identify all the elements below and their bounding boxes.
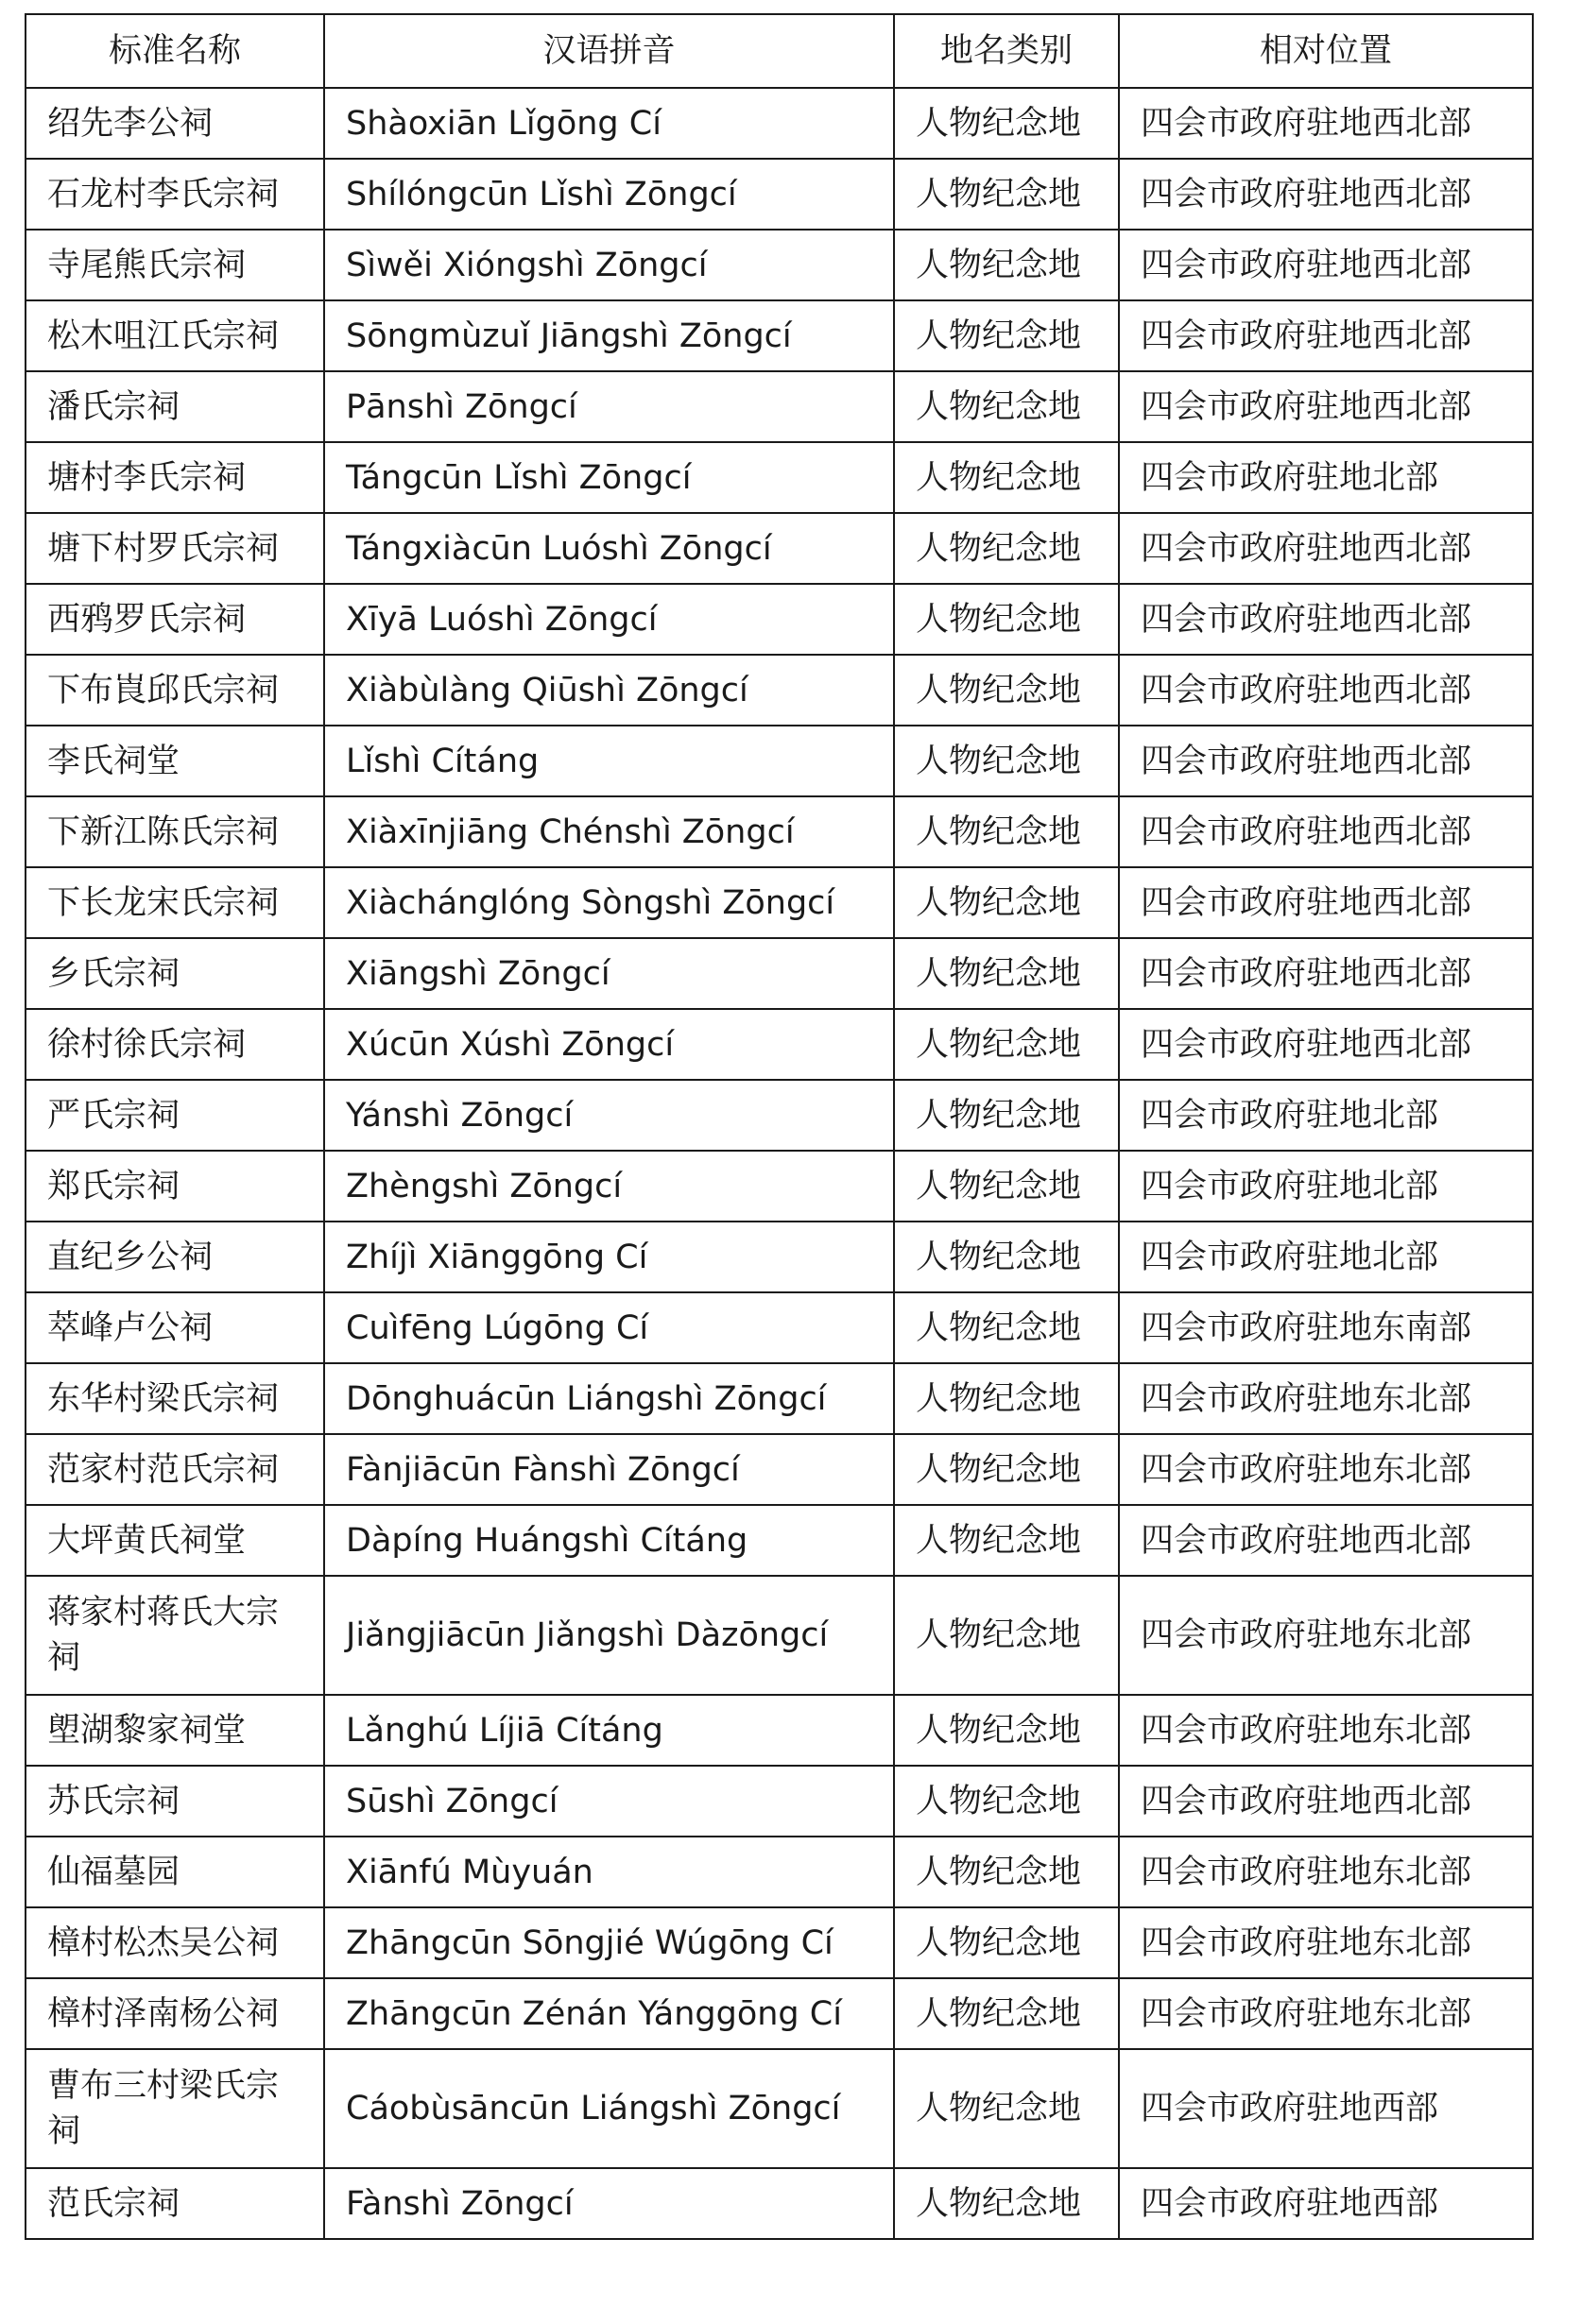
row-standard-name: 徐村徐氏宗祠 (26, 1009, 324, 1080)
row-standard-name: 塱湖黎家祠堂 (26, 1695, 324, 1766)
row-standard-name: 塘下村罗氏宗祠 (26, 513, 324, 584)
row-location: 四会市政府驻地北部 (1119, 442, 1533, 513)
row-category: 人物纪念地 (894, 1978, 1119, 2049)
row-category: 人物纪念地 (894, 1009, 1119, 1080)
row-pinyin: Sūshì Zōngcí (324, 1766, 894, 1837)
row-pinyin: Xiāngshì Zōngcí (324, 938, 894, 1009)
row-standard-name: 萃峰卢公祠 (26, 1292, 324, 1363)
row-category: 人物纪念地 (894, 1907, 1119, 1978)
row-location: 四会市政府驻地西北部 (1119, 1505, 1533, 1576)
table-row (26, 159, 1533, 230)
row-category: 人物纪念地 (894, 1080, 1119, 1151)
row-location: 四会市政府驻地西北部 (1119, 88, 1533, 159)
row-category: 人物纪念地 (894, 230, 1119, 300)
row-pinyin: Xiānfú Mùyuán (324, 1837, 894, 1907)
row-standard-name: 直纪乡公祠 (26, 1222, 324, 1292)
row-location: 四会市政府驻地北部 (1119, 1151, 1533, 1222)
table-row (26, 1080, 1533, 1151)
row-standard-name: 仙福墓园 (26, 1837, 324, 1907)
row-standard-name: 绍先李公祠 (26, 88, 324, 159)
row-category: 人物纪念地 (894, 796, 1119, 867)
row-pinyin: Xúcūn Xúshì Zōngcí (324, 1009, 894, 1080)
row-standard-name: 石龙村李氏宗祠 (26, 159, 324, 230)
row-standard-name: 下新江陈氏宗祠 (26, 796, 324, 867)
row-category: 人物纪念地 (894, 442, 1119, 513)
row-location: 四会市政府驻地北部 (1119, 1080, 1533, 1151)
row-category: 人物纪念地 (894, 655, 1119, 726)
row-category: 人物纪念地 (894, 1505, 1119, 1576)
row-pinyin: Shàoxiān Lǐgōng Cí (324, 88, 894, 159)
table-row (26, 1978, 1533, 2049)
row-location: 四会市政府驻地西北部 (1119, 159, 1533, 230)
row-location: 四会市政府驻地东北部 (1119, 1363, 1533, 1434)
row-location: 四会市政府驻地西北部 (1119, 584, 1533, 655)
row-category: 人物纪念地 (894, 1837, 1119, 1907)
row-category: 人物纪念地 (894, 371, 1119, 442)
row-standard-name: 松木咀江氏宗祠 (26, 300, 324, 371)
row-location: 四会市政府驻地西北部 (1119, 655, 1533, 726)
row-category: 人物纪念地 (894, 867, 1119, 938)
row-category: 人物纪念地 (894, 938, 1119, 1009)
row-pinyin: Pānshì Zōngcí (324, 371, 894, 442)
row-standard-name: 郑氏宗祠 (26, 1151, 324, 1222)
row-pinyin: Jiǎngjiācūn Jiǎngshì Dàzōngcí (324, 1576, 894, 1695)
table-row (26, 867, 1533, 938)
row-category: 人物纪念地 (894, 2049, 1119, 2168)
row-pinyin: Shílóngcūn Lǐshì Zōngcí (324, 159, 894, 230)
row-standard-name: 蒋家村蒋氏大宗祠 (26, 1576, 324, 1695)
row-category: 人物纪念地 (894, 159, 1119, 230)
row-location: 四会市政府驻地北部 (1119, 1222, 1533, 1292)
table-row (26, 1576, 1533, 1695)
row-category: 人物纪念地 (894, 2168, 1119, 2239)
row-standard-name: 范氏宗祠 (26, 2168, 324, 2239)
row-pinyin: Sōngmùzuǐ Jiāngshì Zōngcí (324, 300, 894, 371)
row-location: 四会市政府驻地东北部 (1119, 1837, 1533, 1907)
row-standard-name: 严氏宗祠 (26, 1080, 324, 1151)
row-location: 四会市政府驻地西北部 (1119, 513, 1533, 584)
row-pinyin: Xiàbùlàng Qiūshì Zōngcí (324, 655, 894, 726)
row-standard-name: 乡氏宗祠 (26, 938, 324, 1009)
row-category: 人物纪念地 (894, 88, 1119, 159)
table-row (26, 584, 1533, 655)
table-row (26, 726, 1533, 796)
table-row (26, 1766, 1533, 1837)
row-pinyin: Zhāngcūn Sōngjié Wúgōng Cí (324, 1907, 894, 1978)
row-pinyin: Tángcūn Lǐshì Zōngcí (324, 442, 894, 513)
table-row (26, 1009, 1533, 1080)
row-pinyin: Zhíjì Xiānggōng Cí (324, 1222, 894, 1292)
table-row (26, 1907, 1533, 1978)
row-location: 四会市政府驻地西北部 (1119, 867, 1533, 938)
row-location: 四会市政府驻地西部 (1119, 2168, 1533, 2239)
table-row (26, 655, 1533, 726)
table-body (26, 88, 1533, 2239)
row-category: 人物纪念地 (894, 726, 1119, 796)
header-location: 相对位置 (1119, 14, 1533, 88)
row-pinyin: Cáobùsāncūn Liángshì Zōngcí (324, 2049, 894, 2168)
row-pinyin: Xīyā Luóshì Zōngcí (324, 584, 894, 655)
header-row (26, 14, 1533, 88)
row-category: 人物纪念地 (894, 1695, 1119, 1766)
header-category: 地名类别 (894, 14, 1119, 88)
table-row (26, 300, 1533, 371)
row-location: 四会市政府驻地东北部 (1119, 1434, 1533, 1505)
row-pinyin: Zhāngcūn Zénán Yánggōng Cí (324, 1978, 894, 2049)
row-pinyin: Fànshì Zōngcí (324, 2168, 894, 2239)
row-standard-name: 东华村梁氏宗祠 (26, 1363, 324, 1434)
table-row (26, 1434, 1533, 1505)
row-category: 人物纪念地 (894, 1576, 1119, 1695)
row-category: 人物纪念地 (894, 1292, 1119, 1363)
row-category: 人物纪念地 (894, 1151, 1119, 1222)
row-standard-name: 曹布三村梁氏宗祠 (26, 2049, 324, 2168)
row-standard-name: 苏氏宗祠 (26, 1766, 324, 1837)
table-row (26, 513, 1533, 584)
row-standard-name: 樟村泽南杨公祠 (26, 1978, 324, 2049)
table-row (26, 796, 1533, 867)
table-row (26, 1695, 1533, 1766)
row-location: 四会市政府驻地西北部 (1119, 371, 1533, 442)
place-name-table (25, 13, 1534, 2240)
row-standard-name: 潘氏宗祠 (26, 371, 324, 442)
row-standard-name: 樟村松杰吴公祠 (26, 1907, 324, 1978)
row-location: 四会市政府驻地西北部 (1119, 1009, 1533, 1080)
row-pinyin: Dōnghuácūn Liángshì Zōngcí (324, 1363, 894, 1434)
row-pinyin: Xiàchánglóng Sòngshì Zōngcí (324, 867, 894, 938)
row-location: 四会市政府驻地西北部 (1119, 1766, 1533, 1837)
row-standard-name: 大坪黄氏祠堂 (26, 1505, 324, 1576)
row-pinyin: Xiàxīnjiāng Chénshì Zōngcí (324, 796, 894, 867)
row-location: 四会市政府驻地东北部 (1119, 1907, 1533, 1978)
row-category: 人物纪念地 (894, 513, 1119, 584)
row-location: 四会市政府驻地西北部 (1119, 938, 1533, 1009)
row-category: 人物纪念地 (894, 1363, 1119, 1434)
table-row (26, 938, 1533, 1009)
row-location: 四会市政府驻地西北部 (1119, 300, 1533, 371)
row-pinyin: Zhèngshì Zōngcí (324, 1151, 894, 1222)
row-pinyin: Tángxiàcūn Luóshì Zōngcí (324, 513, 894, 584)
row-location: 四会市政府驻地西北部 (1119, 796, 1533, 867)
table-row (26, 1151, 1533, 1222)
table-row (26, 2049, 1533, 2168)
row-standard-name: 下布崀邱氏宗祠 (26, 655, 324, 726)
row-location: 四会市政府驻地东北部 (1119, 1978, 1533, 2049)
row-standard-name: 李氏祠堂 (26, 726, 324, 796)
row-location: 四会市政府驻地东南部 (1119, 1292, 1533, 1363)
table-row (26, 1292, 1533, 1363)
table-row (26, 442, 1533, 513)
row-pinyin: Lǎnghú Líjiā Cítáng (324, 1695, 894, 1766)
table-row (26, 1505, 1533, 1576)
row-location: 四会市政府驻地西部 (1119, 2049, 1533, 2168)
table-row (26, 371, 1533, 442)
header-pinyin: 汉语拼音 (324, 14, 894, 88)
row-pinyin: Fànjiācūn Fànshì Zōngcí (324, 1434, 894, 1505)
table-row (26, 2168, 1533, 2239)
row-standard-name: 下长龙宋氏宗祠 (26, 867, 324, 938)
row-category: 人物纪念地 (894, 1434, 1119, 1505)
row-pinyin: Yánshì Zōngcí (324, 1080, 894, 1151)
row-category: 人物纪念地 (894, 1766, 1119, 1837)
row-standard-name: 寺尾熊氏宗祠 (26, 230, 324, 300)
table-row (26, 88, 1533, 159)
table-row (26, 1363, 1533, 1434)
row-category: 人物纪念地 (894, 300, 1119, 371)
row-pinyin: Dàpíng Huángshì Cítáng (324, 1505, 894, 1576)
row-category: 人物纪念地 (894, 584, 1119, 655)
row-pinyin: Lǐshì Cítáng (324, 726, 894, 796)
row-location: 四会市政府驻地东北部 (1119, 1576, 1533, 1695)
row-pinyin: Sìwěi Xióngshì Zōngcí (324, 230, 894, 300)
row-pinyin: Cuìfēng Lúgōng Cí (324, 1292, 894, 1363)
row-location: 四会市政府驻地西北部 (1119, 230, 1533, 300)
row-location: 四会市政府驻地西北部 (1119, 726, 1533, 796)
row-standard-name: 西鸦罗氏宗祠 (26, 584, 324, 655)
row-location: 四会市政府驻地东北部 (1119, 1695, 1533, 1766)
table-row (26, 1222, 1533, 1292)
header-standard-name: 标准名称 (26, 14, 324, 88)
row-standard-name: 塘村李氏宗祠 (26, 442, 324, 513)
row-category: 人物纪念地 (894, 1222, 1119, 1292)
row-standard-name: 范家村范氏宗祠 (26, 1434, 324, 1505)
table-row (26, 1837, 1533, 1907)
table-row (26, 230, 1533, 300)
